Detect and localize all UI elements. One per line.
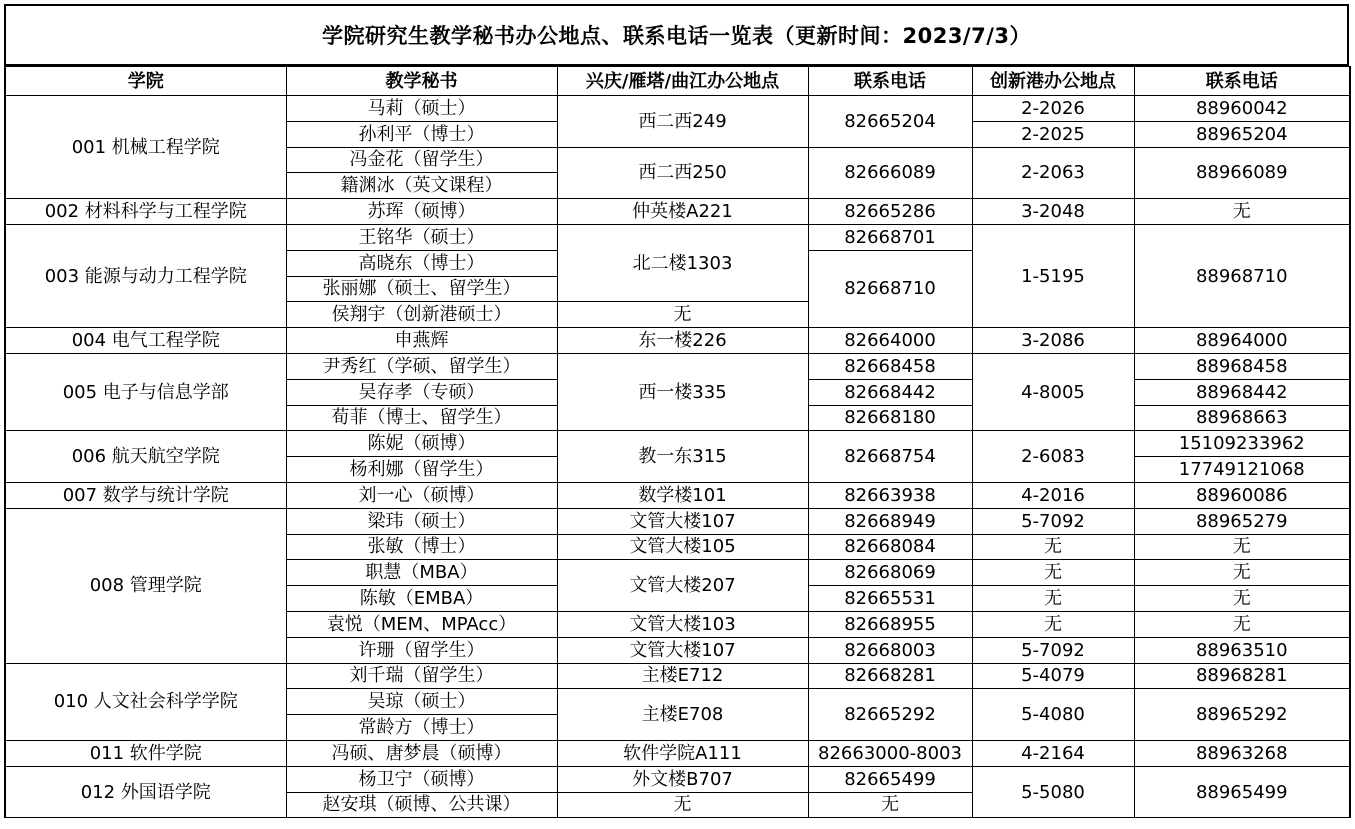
secretary-table	[4, 66, 1351, 818]
table-row	[5, 224, 1350, 250]
innovation-phone-cell[interactable]: 无	[1134, 586, 1350, 612]
innovation-phone-cell[interactable]: 88965499	[1134, 766, 1350, 818]
innovation-office-cell[interactable]: 无	[972, 611, 1134, 637]
header-office-main[interactable]: 兴庆/雁塔/曲江办公地点	[557, 67, 808, 96]
header-office-innovation[interactable]: 创新港办公地点	[972, 67, 1134, 96]
innovation-office-cell[interactable]: 3-2086	[972, 328, 1134, 354]
phone-cell[interactable]: 82663000-8003	[808, 740, 972, 766]
college-cell[interactable]: 001 机械工程学院	[5, 96, 286, 199]
phone-cell[interactable]: 82668949	[808, 508, 972, 534]
innovation-phone-cell[interactable]: 88966089	[1134, 147, 1350, 199]
office-cell[interactable]: 北二楼1303	[557, 224, 808, 301]
innovation-office-cell[interactable]: 2-2063	[972, 147, 1134, 199]
innovation-phone-cell[interactable]: 88965279	[1134, 508, 1350, 534]
office-cell[interactable]: 文管大楼103	[557, 611, 808, 637]
office-cell[interactable]: 无	[557, 302, 808, 328]
secretary-cell[interactable]: 张丽娜（硕士、留学生）	[286, 276, 557, 302]
innovation-office-cell[interactable]: 5-4079	[972, 663, 1134, 689]
office-cell[interactable]: 无	[557, 792, 808, 818]
innovation-phone-cell[interactable]: 88963268	[1134, 740, 1350, 766]
header-row	[5, 67, 1350, 96]
phone-cell[interactable]: 82668084	[808, 534, 972, 560]
secretary-cell[interactable]: 孙利平（博士）	[286, 121, 557, 147]
phone-cell[interactable]: 无	[808, 792, 972, 818]
secretary-cell[interactable]: 吴存孝（专硕）	[286, 379, 557, 405]
college-cell[interactable]: 010 人文社会科学学院	[5, 663, 286, 740]
office-cell[interactable]: 文管大楼107	[557, 508, 808, 534]
innovation-office-cell[interactable]: 4-2016	[972, 482, 1134, 508]
innovation-phone-cell[interactable]: 88968442	[1134, 379, 1350, 405]
secretary-cell[interactable]: 高晓东（博士）	[286, 250, 557, 276]
office-cell[interactable]: 数学楼101	[557, 482, 808, 508]
page-title: 学院研究生教学秘书办公地点、联系电话一览表（更新时间：2023/7/3）	[321, 24, 1031, 48]
secretary-cell[interactable]: 冯金花（留学生）	[286, 147, 557, 173]
phone-cell[interactable]: 82668754	[808, 431, 972, 483]
phone-cell[interactable]: 82665286	[808, 199, 972, 225]
college-cell[interactable]: 005 电子与信息学部	[5, 353, 286, 430]
secretary-cell[interactable]: 梁玮（硕士）	[286, 508, 557, 534]
phone-cell[interactable]: 82665292	[808, 689, 972, 741]
innovation-phone-cell[interactable]: 无	[1134, 199, 1350, 225]
secretary-cell[interactable]: 陈妮（硕博）	[286, 431, 557, 457]
secretary-cell[interactable]: 陈敏（EMBA）	[286, 586, 557, 612]
innovation-office-cell[interactable]: 5-4080	[972, 689, 1134, 741]
table-row	[5, 766, 1350, 792]
college-cell[interactable]: 003 能源与动力工程学院	[5, 224, 286, 327]
header-college[interactable]: 学院	[5, 67, 286, 96]
college-cell[interactable]: 007 数学与统计学院	[5, 482, 286, 508]
phone-cell[interactable]: 82664000	[808, 328, 972, 354]
innovation-phone-cell[interactable]: 88968281	[1134, 663, 1350, 689]
table-row	[5, 663, 1350, 689]
innovation-office-cell[interactable]: 5-7092	[972, 508, 1134, 534]
phone-cell[interactable]: 82665204	[808, 96, 972, 148]
secretary-cell[interactable]: 王铭华（硕士）	[286, 224, 557, 250]
phone-cell[interactable]: 82668281	[808, 663, 972, 689]
college-cell[interactable]: 004 电气工程学院	[5, 328, 286, 354]
office-cell[interactable]: 教一东315	[557, 431, 808, 483]
office-cell[interactable]: 主楼E708	[557, 689, 808, 741]
table-row	[5, 328, 1350, 354]
college-cell[interactable]: 002 材料科学与工程学院	[5, 199, 286, 225]
secretary-cell[interactable]: 杨利娜（留学生）	[286, 457, 557, 483]
innovation-phone-cell[interactable]: 88968458	[1134, 353, 1350, 379]
innovation-phone-cell[interactable]: 无	[1134, 534, 1350, 560]
header-phone-innovation[interactable]: 联系电话	[1134, 67, 1350, 96]
innovation-office-cell[interactable]: 4-8005	[972, 353, 1134, 430]
secretary-cell[interactable]: 刘一心（硕博）	[286, 482, 557, 508]
office-cell[interactable]: 西二西249	[557, 96, 808, 148]
secretary-cell[interactable]: 苏珲（硕博）	[286, 199, 557, 225]
office-cell[interactable]: 软件学院A111	[557, 740, 808, 766]
innovation-phone-cell[interactable]: 88964000	[1134, 328, 1350, 354]
table-row	[5, 96, 1350, 122]
secretary-cell[interactable]: 张敏（博士）	[286, 534, 557, 560]
secretary-cell[interactable]: 侯翔宇（创新港硕士）	[286, 302, 557, 328]
innovation-phone-cell[interactable]: 88960042	[1134, 96, 1350, 122]
phone-cell[interactable]: 82668180	[808, 405, 972, 431]
table-row	[5, 199, 1350, 225]
secretary-cell[interactable]: 常龄方（博士）	[286, 715, 557, 741]
secretary-cell[interactable]: 吴琼（硕士）	[286, 689, 557, 715]
innovation-office-cell[interactable]: 5-7092	[972, 637, 1134, 663]
phone-cell[interactable]: 82666089	[808, 147, 972, 199]
innovation-office-cell[interactable]: 5-5080	[972, 766, 1134, 818]
phone-cell[interactable]: 82663938	[808, 482, 972, 508]
office-cell[interactable]: 西二西250	[557, 147, 808, 199]
innovation-office-cell[interactable]: 3-2048	[972, 199, 1134, 225]
secretary-cell[interactable]: 刘千瑞（留学生）	[286, 663, 557, 689]
office-cell[interactable]: 文管大楼107	[557, 637, 808, 663]
innovation-office-cell[interactable]: 无	[972, 560, 1134, 586]
table-row	[5, 740, 1350, 766]
college-cell[interactable]: 012 外国语学院	[5, 766, 286, 818]
innovation-office-cell[interactable]: 4-2164	[972, 740, 1134, 766]
office-cell[interactable]: 主楼E712	[557, 663, 808, 689]
phone-cell[interactable]: 82668003	[808, 637, 972, 663]
office-cell[interactable]: 仲英楼A221	[557, 199, 808, 225]
header-phone-main[interactable]: 联系电话	[808, 67, 972, 96]
innovation-office-cell[interactable]: 2-6083	[972, 431, 1134, 483]
office-cell[interactable]: 文管大楼207	[557, 560, 808, 612]
secretary-cell[interactable]: 赵安琪（硕博、公共课）	[286, 792, 557, 818]
phone-cell[interactable]: 82668442	[808, 379, 972, 405]
secretary-cell[interactable]: 冯硕、唐梦晨（硕博）	[286, 740, 557, 766]
college-cell[interactable]: 011 软件学院	[5, 740, 286, 766]
innovation-phone-cell[interactable]: 88968710	[1134, 224, 1350, 327]
phone-cell[interactable]: 82665499	[808, 766, 972, 792]
phone-cell[interactable]: 82668701	[808, 224, 972, 250]
phone-cell[interactable]: 82668069	[808, 560, 972, 586]
innovation-phone-cell[interactable]: 15109233962	[1134, 431, 1350, 457]
secretary-cell[interactable]: 职慧（MBA）	[286, 560, 557, 586]
office-cell[interactable]: 文管大楼105	[557, 534, 808, 560]
secretary-cell[interactable]: 杨卫宁（硕博）	[286, 766, 557, 792]
secretary-cell[interactable]: 申燕辉	[286, 328, 557, 354]
innovation-office-cell[interactable]: 2-2025	[972, 121, 1134, 147]
innovation-phone-cell[interactable]: 88965292	[1134, 689, 1350, 741]
innovation-office-cell[interactable]: 无	[972, 586, 1134, 612]
secretary-cell[interactable]: 许珊（留学生）	[286, 637, 557, 663]
table-row	[5, 482, 1350, 508]
innovation-phone-cell[interactable]: 88965204	[1134, 121, 1350, 147]
phone-cell[interactable]: 82668710	[808, 250, 972, 327]
innovation-office-cell[interactable]: 2-2026	[972, 96, 1134, 122]
innovation-office-cell[interactable]: 1-5195	[972, 224, 1134, 327]
office-cell[interactable]: 西一楼335	[557, 353, 808, 430]
innovation-phone-cell[interactable]: 无	[1134, 611, 1350, 637]
phone-cell[interactable]: 82668955	[808, 611, 972, 637]
phone-cell[interactable]: 82665531	[808, 586, 972, 612]
secretary-cell[interactable]: 马莉（硕士）	[286, 96, 557, 122]
college-cell[interactable]: 008 管理学院	[5, 508, 286, 663]
header-secretary[interactable]: 教学秘书	[286, 67, 557, 96]
table-row	[5, 508, 1350, 534]
innovation-phone-cell[interactable]: 88960086	[1134, 482, 1350, 508]
innovation-office-cell[interactable]: 无	[972, 534, 1134, 560]
table-row	[5, 431, 1350, 457]
table-row	[5, 353, 1350, 379]
phone-cell[interactable]: 82668458	[808, 353, 972, 379]
secretary-cell[interactable]: 袁悦（MEM、MPAcc）	[286, 611, 557, 637]
title-cell[interactable]	[4, 4, 1349, 66]
secretary-cell[interactable]: 荀菲（博士、留学生）	[286, 405, 557, 431]
office-cell[interactable]: 东一楼226	[557, 328, 808, 354]
innovation-phone-cell[interactable]: 88963510	[1134, 637, 1350, 663]
innovation-phone-cell[interactable]: 88968663	[1134, 405, 1350, 431]
secretary-cell[interactable]: 尹秀红（学硕、留学生）	[286, 353, 557, 379]
innovation-phone-cell[interactable]: 无	[1134, 560, 1350, 586]
innovation-phone-cell[interactable]: 17749121068	[1134, 457, 1350, 483]
secretary-cell[interactable]: 籍渊冰（英文课程）	[286, 173, 557, 199]
college-cell[interactable]: 006 航天航空学院	[5, 431, 286, 483]
office-cell[interactable]: 外文楼B707	[557, 766, 808, 792]
